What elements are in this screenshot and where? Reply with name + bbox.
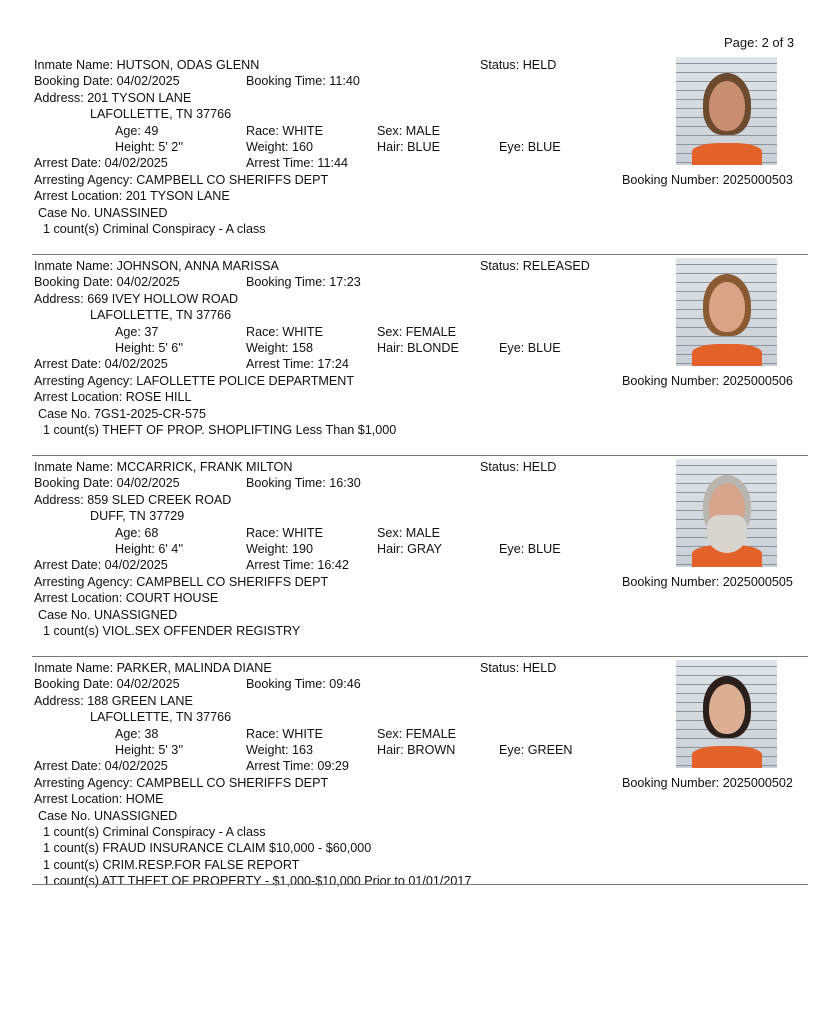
- booking-number: Booking Number: 2025000506: [622, 373, 793, 388]
- record-separator: [32, 254, 808, 255]
- booking-date: Booking Date: 04/02/2025: [34, 74, 180, 89]
- charge-line: 1 count(s) FRAUD INSURANCE CLAIM $10,000 - $60,000: [43, 841, 372, 856]
- mugshot-photo: [676, 660, 777, 768]
- jumpsuit-shape: [692, 344, 762, 366]
- address-line: Address: 669 IVEY HOLLOW ROAD: [34, 291, 239, 306]
- case-number: Case No. UNASSIGNED: [38, 607, 178, 622]
- mugshot-photo: [676, 459, 777, 567]
- beard-shape: [707, 515, 747, 553]
- height-field: Height: 5' 2'': [115, 140, 184, 154]
- address-line: Address: 188 GREEN LANE: [34, 693, 193, 708]
- charge-line: 1 count(s) Criminal Conspiracy - A class: [43, 825, 266, 839]
- height-field: Height: 6' 4'': [115, 542, 184, 556]
- eye-field: Eye: BLUE: [499, 341, 561, 355]
- hair-field: Hair: GRAY: [377, 542, 442, 556]
- arrest-time: Arrest Time: 16:42: [246, 558, 349, 573]
- page-number: Page: 2 of 3: [724, 35, 795, 50]
- booking-time: Booking Time: 17:23: [246, 275, 361, 290]
- arrest-location: Arrest Location: COURT HOUSE: [34, 591, 219, 606]
- race-field: Race: WHITE: [246, 324, 323, 339]
- race-field: Race: WHITE: [246, 726, 323, 741]
- age-field: Age: 49: [115, 123, 159, 138]
- face-shape: [709, 282, 745, 332]
- arresting-agency: Arresting Agency: CAMPBELL CO SHERIFFS DEPT: [34, 172, 329, 187]
- height-chart-line: [676, 264, 777, 265]
- mugshot-photo: [676, 57, 777, 165]
- status-text: Status: HELD: [480, 460, 557, 474]
- sex-field: Sex: MALE: [377, 525, 440, 540]
- charge-line: 1 count(s) THEFT OF PROP. SHOPLIFTING Less Than $1,000: [43, 423, 397, 437]
- booking-number: Booking Number: 2025000502: [622, 775, 793, 790]
- status-text: Status: HELD: [480, 58, 557, 72]
- hair-field: Hair: BLUE: [377, 140, 440, 154]
- status-text: Status: HELD: [480, 661, 557, 675]
- address-line: Address: 201 TYSON LANE: [34, 90, 192, 105]
- arrest-time: Arrest Time: 09:29: [246, 759, 349, 774]
- arrest-location: Arrest Location: HOME: [34, 792, 164, 807]
- inmate-name: Inmate Name: MCCARRICK, FRANK MILTON: [34, 460, 293, 474]
- booking-time: Booking Time: 11:40: [246, 74, 360, 89]
- booking-number: Booking Number: 2025000503: [622, 172, 793, 187]
- height-chart-line: [676, 465, 777, 466]
- charge-line: 1 count(s) Criminal Conspiracy - A class: [43, 222, 266, 236]
- address-city-line: LAFOLLETTE, TN 37766: [90, 107, 232, 122]
- height-field: Height: 5' 3'': [115, 743, 184, 757]
- weight-field: Weight: 158: [246, 341, 313, 355]
- sex-field: Sex: FEMALE: [377, 726, 457, 741]
- sex-field: Sex: FEMALE: [377, 324, 457, 339]
- booking-number: Booking Number: 2025000505: [622, 574, 793, 589]
- race-field: Race: WHITE: [246, 123, 323, 138]
- eye-field: Eye: BLUE: [499, 542, 561, 556]
- case-number: Case No. UNASSIGNED: [38, 808, 178, 823]
- booking-time: Booking Time: 16:30: [246, 476, 361, 491]
- record-separator: [32, 455, 808, 456]
- weight-field: Weight: 163: [246, 743, 313, 757]
- charge-line: 1 count(s) CRIM.RESP.FOR FALSE REPORT: [43, 857, 300, 872]
- booking-time: Booking Time: 09:46: [246, 677, 361, 692]
- jumpsuit-shape: [692, 143, 762, 165]
- arrest-time: Arrest Time: 11:44: [246, 156, 348, 171]
- inmate-name: Inmate Name: PARKER, MALINDA DIANE: [34, 661, 272, 675]
- address-city-line: DUFF, TN 37729: [90, 509, 185, 524]
- weight-field: Weight: 160: [246, 140, 313, 154]
- record-separator: [32, 656, 808, 657]
- race-field: Race: WHITE: [246, 525, 323, 540]
- arresting-agency: Arresting Agency: CAMPBELL CO SHERIFFS DEPT: [34, 775, 329, 790]
- arrest-time: Arrest Time: 17:24: [246, 357, 349, 372]
- face-shape: [709, 81, 745, 131]
- arrest-date: Arrest Date: 04/02/2025: [34, 357, 168, 372]
- inmate-record: [0, 459, 840, 659]
- case-number: Case No. 7GS1-2025-CR-575: [38, 406, 206, 421]
- jumpsuit-shape: [692, 746, 762, 768]
- hair-field: Hair: BLONDE: [377, 341, 459, 355]
- weight-field: Weight: 190: [246, 542, 313, 556]
- address-line: Address: 859 SLED CREEK ROAD: [34, 492, 232, 507]
- case-number: Case No. UNASSINED: [38, 205, 168, 220]
- height-chart-line: [676, 666, 777, 667]
- eye-field: Eye: GREEN: [499, 743, 573, 757]
- arrest-date: Arrest Date: 04/02/2025: [34, 156, 168, 171]
- charge-line: 1 count(s) VIOL.SEX OFFENDER REGISTRY: [43, 624, 301, 638]
- charge-line: 1 count(s) ATT THEFT OF PROPERTY - $1,000-$10,000 Prior to 01/01/2017: [43, 874, 472, 889]
- height-field: Height: 5' 6'': [115, 341, 184, 355]
- eye-field: Eye: BLUE: [499, 140, 561, 154]
- status-text: Status: RELEASED: [480, 259, 590, 273]
- sex-field: Sex: MALE: [377, 123, 440, 138]
- age-field: Age: 37: [115, 324, 159, 339]
- height-chart-line: [676, 738, 777, 739]
- arrest-date: Arrest Date: 04/02/2025: [34, 759, 168, 774]
- inmate-record: [0, 258, 840, 458]
- booking-date: Booking Date: 04/02/2025: [34, 677, 180, 692]
- arresting-agency: Arresting Agency: CAMPBELL CO SHERIFFS DEPT: [34, 574, 329, 589]
- record-separator: [32, 884, 808, 885]
- height-chart-line: [676, 63, 777, 64]
- height-chart-line: [676, 336, 777, 337]
- inmate-record: [0, 660, 840, 890]
- inmate-name: Inmate Name: HUTSON, ODAS GLENN: [34, 58, 260, 72]
- address-city-line: LAFOLLETTE, TN 37766: [90, 710, 232, 725]
- address-city-line: LAFOLLETTE, TN 37766: [90, 308, 232, 323]
- face-shape: [709, 684, 745, 734]
- inmate-name: Inmate Name: JOHNSON, ANNA MARISSA: [34, 259, 279, 273]
- arrest-location: Arrest Location: 201 TYSON LANE: [34, 189, 230, 204]
- arresting-agency: Arresting Agency: LAFOLLETTE POLICE DEPARTMENT: [34, 373, 355, 388]
- hair-field: Hair: BROWN: [377, 743, 456, 757]
- arrest-location: Arrest Location: ROSE HILL: [34, 390, 192, 405]
- age-field: Age: 38: [115, 726, 159, 741]
- mugshot-photo: [676, 258, 777, 366]
- booking-date: Booking Date: 04/02/2025: [34, 476, 180, 491]
- age-field: Age: 68: [115, 525, 159, 540]
- booking-date: Booking Date: 04/02/2025: [34, 275, 180, 290]
- arrest-date: Arrest Date: 04/02/2025: [34, 558, 168, 573]
- height-chart-line: [676, 135, 777, 136]
- inmate-record: [0, 57, 840, 257]
